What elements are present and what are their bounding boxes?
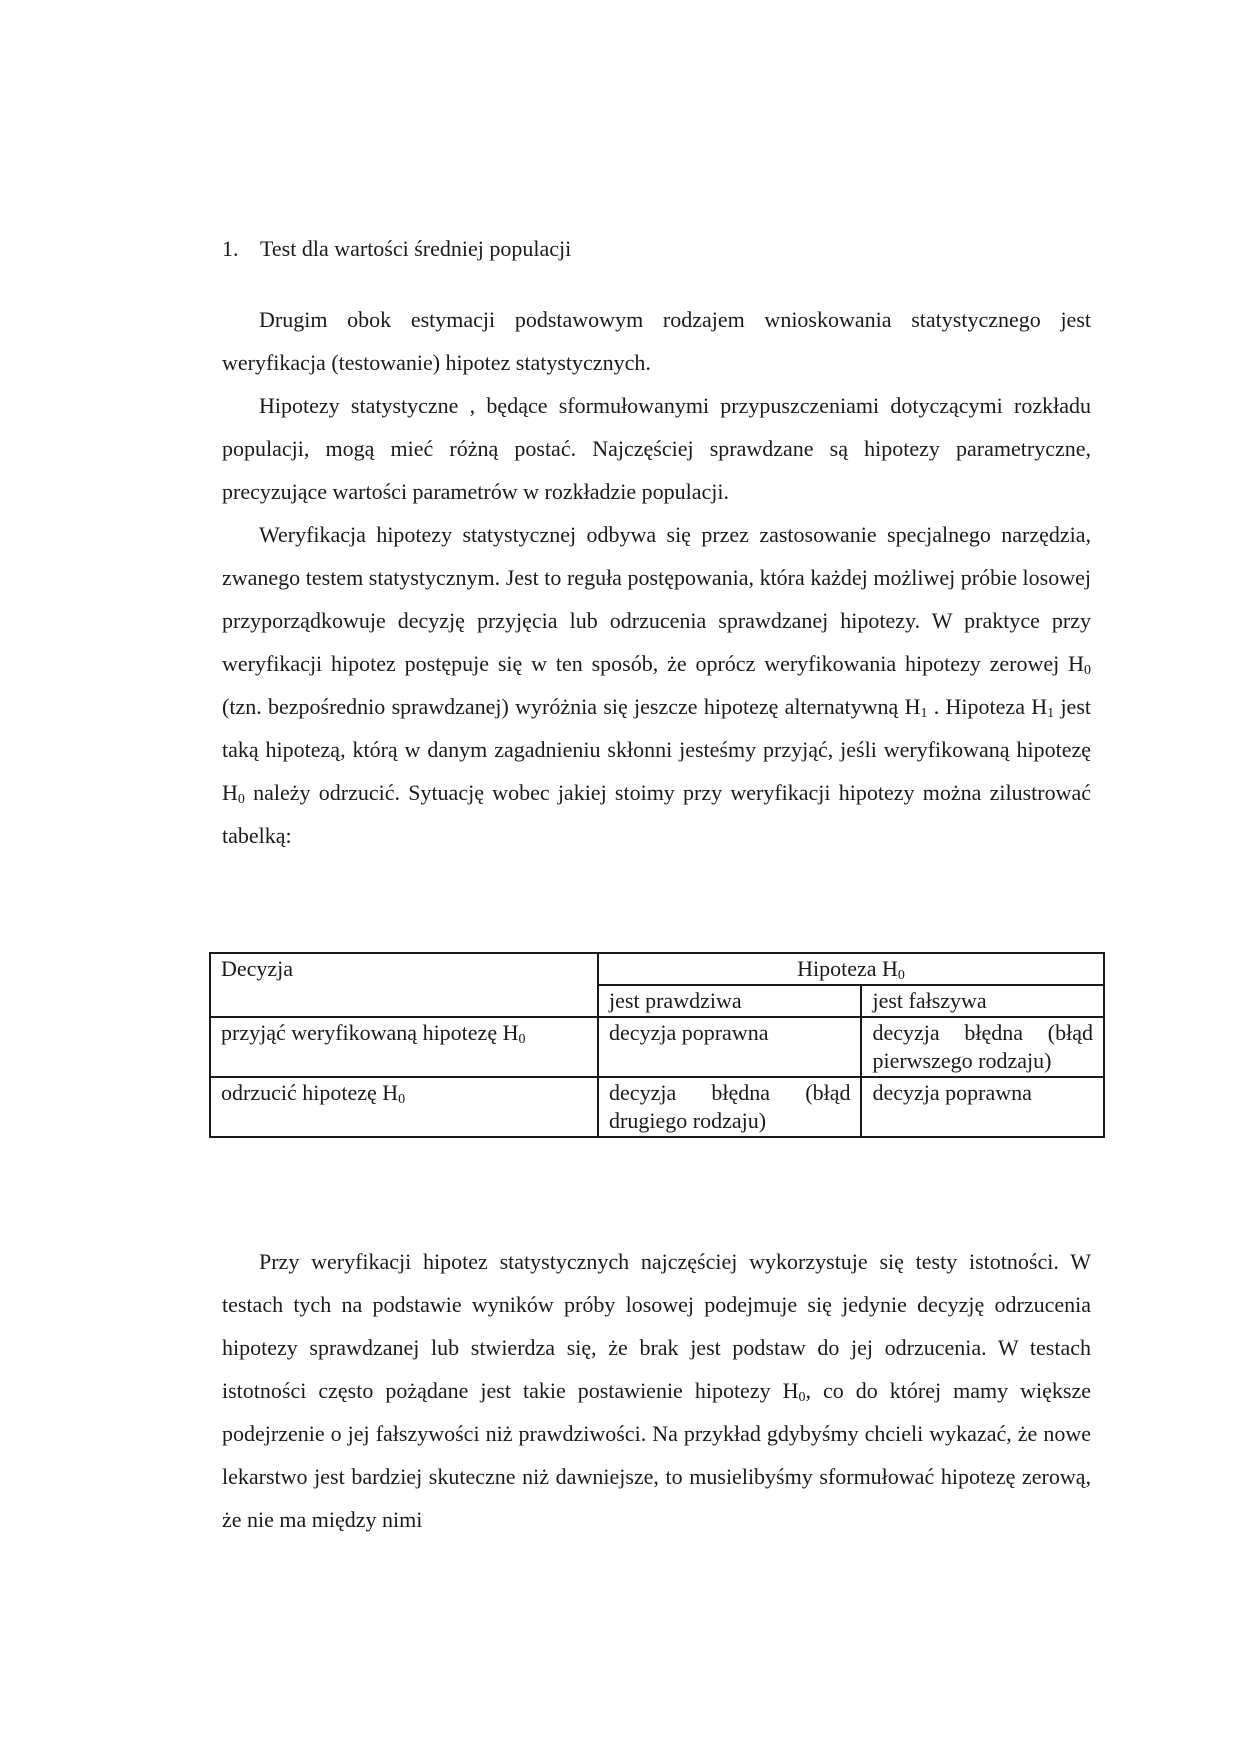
subscript: 0 xyxy=(897,968,905,983)
table-corner-cell: Decyzja xyxy=(210,953,598,1017)
table-cell: decyzja poprawna xyxy=(598,1017,861,1077)
paragraph-1: Drugim obok estymacji podstawowym rodzajem wnioskowania statystycznego jest weryfikacja (testowanie) hipotez statystycznych. xyxy=(222,307,1091,375)
intro-text xyxy=(222,298,1091,857)
subscript: 0 xyxy=(1084,663,1091,678)
paragraph-3-part-e: należy odrzucić. Sytuację wobec jakiej stoimy przy weryfikacji hipotezy można zilustrować tabelką: xyxy=(222,780,1091,848)
paragraph-4 xyxy=(222,1240,1091,1541)
row-label-reject xyxy=(210,1077,598,1137)
section-heading xyxy=(222,234,571,264)
paragraph-3-part-a: Weryfikacja hipotezy statystycznej odbywa się przez zastosowanie specjalnego narzędzia, zwanego testem statystycznym. Jest to reguła postępowania, która każdej możliwej próbie losowej przyporządkowuje decyzję przyjęcia lub odrzucenia sprawdzanej hipotezy. W praktyce przy weryfikacji hipotez postępuje się w ten sposób, że oprócz weryfikowania hipotezy zerowej H xyxy=(222,522,1091,676)
section-number: 1. xyxy=(222,236,239,261)
subscript: 0 xyxy=(518,1032,526,1047)
paragraph-3-part-c: . Hipoteza H xyxy=(927,694,1048,719)
subscript: 0 xyxy=(398,1092,406,1107)
table-row xyxy=(210,1017,1104,1077)
subscript: 0 xyxy=(237,792,245,807)
paragraph-4-part-a: Przy weryfikacji hipotez statystycznych najczęściej wykorzystuje się testy istotności. W testach tych na podstawie wyników próby losowej podejmuje się jedynie decyzję odrzucenia hipotezy sprawdzanej lub stwierdza się, że brak jest podstaw do jej odrzucenia. W testach istotności często pożądane jest takie postawienie hipotezy H xyxy=(222,1249,1091,1403)
subscript: 1 xyxy=(920,706,928,721)
continuation-text xyxy=(222,1240,1091,1541)
table-cell: decyzja błędna (błąd drugiego rodzaju) xyxy=(598,1077,861,1137)
row-label-accept xyxy=(210,1017,598,1077)
paragraph-4-part-b: , co do której mamy większe podejrzenie o jej fałszywości niż prawdziwości. Na przykład gdybyśmy chcieli wykazać, że nowe lekarstwo jest bardziej skuteczne niż dawniejsze, to musielibyśmy sformułować hipotezę zerową, że nie ma między nimi xyxy=(222,1378,1091,1532)
column-true-header: jest prawdziwa xyxy=(598,985,861,1017)
subscript: 0 xyxy=(798,1390,806,1405)
decision-table xyxy=(209,952,1105,1138)
row-label-text: odrzucić hipotezę H xyxy=(221,1080,399,1105)
subscript: 1 xyxy=(1047,706,1055,721)
table-row xyxy=(210,1077,1104,1137)
column-false-header: jest fałszywa xyxy=(861,985,1104,1017)
hypothesis-header-text: Hipoteza H xyxy=(797,956,898,981)
table-cell: decyzja błędna (błąd pierwszego rodzaju) xyxy=(861,1017,1104,1077)
row-label-text: przyjąć weryfikowaną hipotezę H xyxy=(221,1020,519,1045)
paragraph-3-part-b: (tzn. bezpośrednio sprawdzanej) wyróżnia się jeszcze hipotezę alternatywną H xyxy=(222,694,921,719)
hypothesis-header-cell xyxy=(598,953,1104,985)
table-header-row xyxy=(210,953,1104,985)
paragraph-3 xyxy=(222,513,1091,857)
paragraph-2: Hipotezy statystyczne , będące sformułowanymi przypuszczeniami dotyczącymi rozkładu populacji, mogą mieć różną postać. Najczęściej sprawdzane są hipotezy parametryczne, precyzujące wartości parametrów w rozkładzie populacji. xyxy=(222,393,1091,504)
paragraph-3-part-d: jest taką hipotezą, którą w danym zagadnieniu skłonni jesteśmy przyjąć, jeśli weryfikowaną hipotezę H xyxy=(222,694,1091,805)
table-cell: decyzja poprawna xyxy=(861,1077,1104,1137)
section-title: Test dla wartości średniej populacji xyxy=(260,236,572,261)
